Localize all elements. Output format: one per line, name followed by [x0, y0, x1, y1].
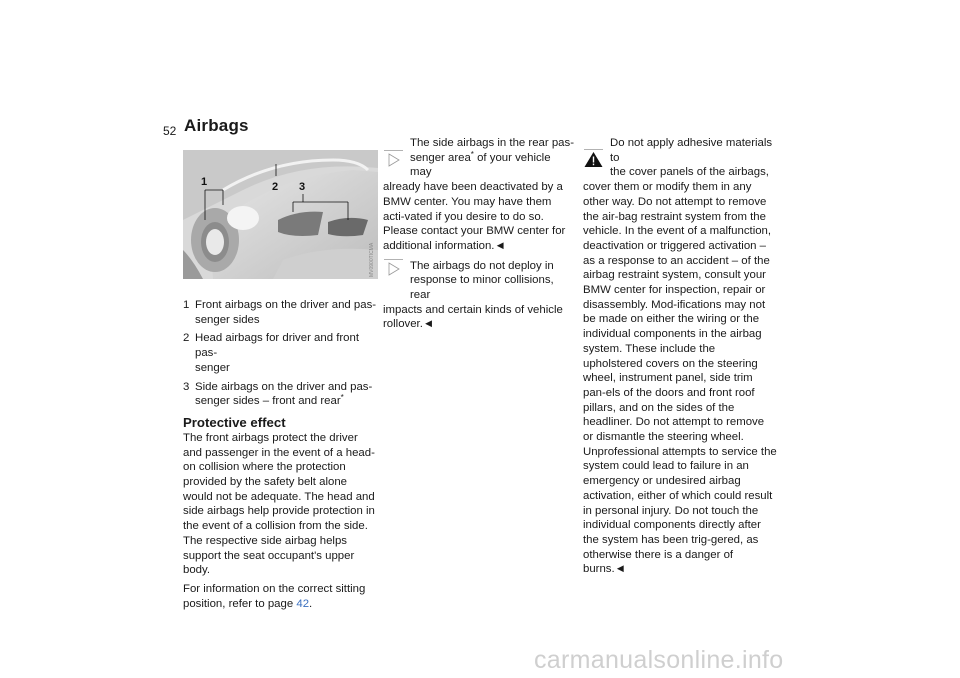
note-line-1: The airbags do not deploy in — [410, 259, 554, 272]
warning-text: cover them or modify them in any other way. Do not attempt to remove the air-bag restraint system from the vehicle. In the event of a malfunction, deactivation or triggered activation – as a response to an accident – of the airbag restraint system, consult your BMW center for inspection, repair or disassembly. Mod-ifications may not be made on either the wiring or the individual components in the airbag system. These include the upholstered covers on the steering wheel, instrument panel, side trim pan-els of the doors and front roof pillars, and on the sides of the headliner. Do not attempt to remove or dismantle the steering wheel. Unprofessional attempts to service the system could lead to failure in an emergency or undesired airbag activation, either of which could result in personal injury. Do not touch the individual components directly after the system has been trig-gered, as otherwise there is a danger of burns. — [583, 181, 777, 576]
note-line-1: The side airbags in the rear pas- — [410, 137, 574, 149]
note-block — [383, 136, 574, 254]
note-line-2 — [383, 151, 574, 180]
end-mark: ◄ — [614, 563, 626, 576]
list-text: Head airbags for driver and front pas- senger — [195, 332, 359, 374]
note-arrow-icon — [383, 259, 404, 279]
reference-paragraph — [183, 582, 378, 611]
watermark: carmanualsonline.info — [534, 646, 784, 674]
list-number: 3 — [183, 380, 190, 393]
list-text: Front airbags on the driver and pas- senger sides — [195, 299, 377, 326]
note-block — [383, 259, 574, 333]
note-text: senger area — [410, 151, 471, 164]
note-body — [383, 180, 574, 254]
list-text: Side airbags on the driver and pas- senger sides – front and rear — [195, 380, 373, 408]
optional-star: * — [340, 393, 344, 403]
note-body — [383, 303, 574, 332]
list-item — [183, 380, 378, 409]
warning-block — [583, 136, 777, 577]
protective-paragraph: The front airbags protect the driver and passenger in the event of a head-on collision where the protection provided by the safety belt alone would not be adequate. The head and side airbags help provide protection in the event of a collision from the side. The respective side airbag helps support the seat occupant's upper body. — [183, 431, 375, 577]
callout-3: 3 — [299, 181, 306, 193]
warning-line-2: the cover panels of the airbags, — [610, 166, 769, 179]
page-link[interactable]: 42 — [296, 597, 310, 610]
end-mark: ◄ — [494, 239, 506, 252]
reference-end: . — [309, 597, 313, 610]
end-mark: ◄ — [422, 318, 435, 331]
page-title: Airbags — [184, 116, 249, 135]
list-number: 2 — [183, 332, 190, 345]
note-line-2: response to minor collisions, rear — [410, 274, 554, 302]
callout-1: 1 — [201, 176, 208, 188]
warning-body — [583, 180, 777, 577]
list-item — [183, 298, 378, 327]
column-middle — [383, 136, 574, 332]
column-right — [583, 136, 777, 577]
section-heading: Protective effect — [183, 414, 286, 430]
optional-star: * — [470, 149, 474, 159]
airbag-illustration — [183, 150, 378, 279]
page-number: 52 — [163, 124, 177, 138]
list-number: 1 — [183, 299, 190, 311]
reference-text: For information on the correct sitting position, refer to page — [183, 582, 366, 610]
list-item — [183, 331, 378, 375]
figure-code: MV0900TICMA — [369, 242, 375, 277]
note-text: impacts and certain kinds of vehicle rollover. — [383, 303, 563, 331]
note-text: of your vehicle may — [410, 151, 551, 179]
note-text: already have been deactivated by a BMW center. You may have them acti-vated if you desire to do so. Please contact your BMW center for additional information. — [383, 181, 566, 252]
column-left — [183, 298, 378, 611]
warning-line-1: Do not apply adhesive materials to — [610, 137, 773, 164]
note-arrow-icon — [383, 150, 404, 170]
warning-triangle-icon — [583, 149, 604, 169]
callout-2: 2 — [272, 181, 279, 193]
